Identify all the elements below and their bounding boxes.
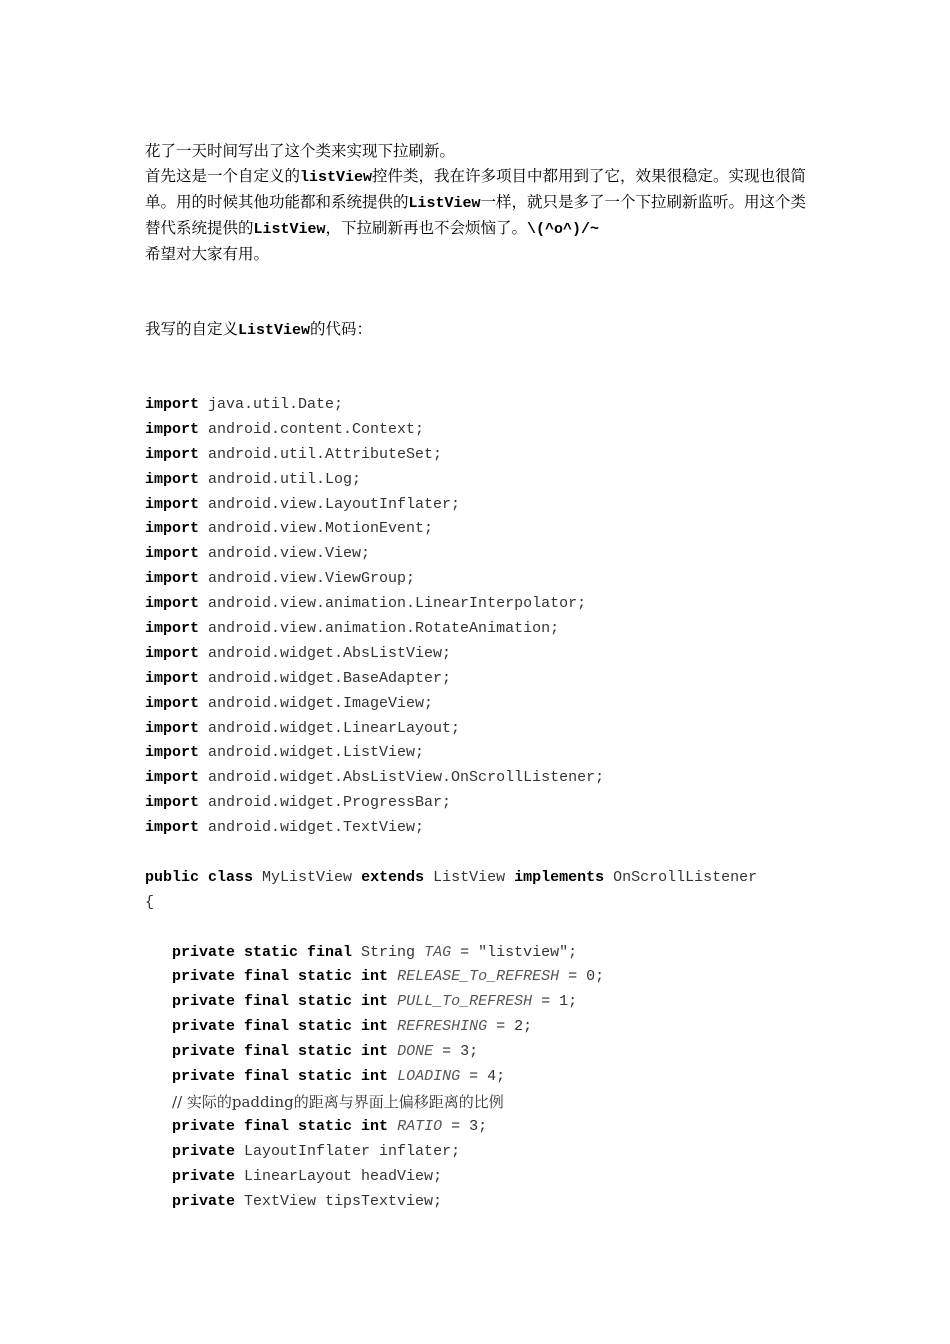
import-package: android.view.MotionEvent; <box>199 520 434 538</box>
open-brace: { <box>145 893 155 911</box>
field-member <box>145 1165 815 1190</box>
import-line <box>145 393 815 418</box>
intro-text <box>145 139 815 393</box>
section-heading <box>145 317 815 343</box>
import-package: android.widget.ListView; <box>199 744 425 762</box>
code-token <box>388 993 397 1010</box>
modifiers: private final static int <box>172 1117 389 1135</box>
keyword-import: import <box>145 744 200 762</box>
code-token <box>145 1168 172 1185</box>
intro-line-1: 花了一天时间写出了这个类来实现下拉刷新。 <box>145 142 456 160</box>
modifiers: private final static int <box>172 968 389 986</box>
keyword-extends: extends <box>361 868 425 886</box>
modifier-private: private <box>172 1192 236 1210</box>
import-package: android.view.ViewGroup; <box>199 570 416 588</box>
code-token: = 2; <box>487 1018 533 1036</box>
constant-name: PULL_To_REFRESH <box>397 993 533 1011</box>
keyword-import: import <box>145 445 200 463</box>
intro-text-c: 一样，就只是多了一个下拉刷新监听。用这个类替代系统提供的 <box>145 193 807 237</box>
code-token <box>199 869 208 886</box>
inline-code-listview-3: ListView <box>253 221 326 238</box>
keyword-public: public <box>145 868 200 886</box>
inline-code-listview: listView <box>300 169 373 186</box>
code-token <box>388 1068 397 1085</box>
import-line <box>145 567 815 592</box>
import-line <box>145 791 815 816</box>
constant-name: RATIO <box>397 1117 443 1135</box>
code-token: = "listview"; <box>451 943 578 961</box>
class-brace <box>145 891 815 916</box>
class-declaration <box>145 866 815 891</box>
blank-line <box>145 916 815 941</box>
import-package: android.view.animation.LinearInterpolator; <box>199 595 587 613</box>
section-heading-b: 的代码： <box>310 320 373 338</box>
member-declaration: LayoutInflater inflater; <box>235 1142 461 1160</box>
modifier-private: private <box>172 1167 236 1185</box>
member-declaration: LinearLayout headView; <box>235 1167 443 1185</box>
import-line <box>145 517 815 542</box>
keyword-import: import <box>145 794 200 812</box>
import-line <box>145 617 815 642</box>
import-line <box>145 717 815 742</box>
modifiers: private final static int <box>172 1068 389 1086</box>
keyword-implements: implements <box>514 868 605 886</box>
code-token <box>145 968 172 985</box>
constant-name: TAG <box>424 943 452 961</box>
code-token <box>388 968 397 985</box>
code-token: = 3; <box>433 1043 479 1061</box>
field-constant <box>145 1040 815 1065</box>
member-declaration: TextView tipsTextview; <box>235 1192 443 1210</box>
keyword-import: import <box>145 620 200 638</box>
keyword-import: import <box>145 470 200 488</box>
keyword-import: import <box>145 769 200 787</box>
keyword-import: import <box>145 520 200 538</box>
import-package: android.widget.ProgressBar; <box>199 794 452 812</box>
code-token <box>388 1043 397 1060</box>
keyword-import: import <box>145 595 200 613</box>
import-line <box>145 493 815 518</box>
keyword-import: import <box>145 819 200 837</box>
code-token <box>145 1118 172 1135</box>
keyword-import: import <box>145 669 200 687</box>
code-token <box>145 993 172 1010</box>
code-token <box>145 1193 172 1210</box>
field-member <box>145 1140 815 1165</box>
code-token <box>145 1095 172 1112</box>
modifiers: private final static int <box>172 1018 389 1036</box>
import-line <box>145 542 815 567</box>
intro-text-b: 控件类，我在许多项目中都用到了它，效果很稳定。实现也很简单。用的时候其他功能都和系统提供的 <box>145 167 807 211</box>
import-line <box>145 667 815 692</box>
keyword-import: import <box>145 694 200 712</box>
interface-name: OnScrollListener <box>604 868 758 886</box>
import-package: java.util.Date; <box>199 396 344 413</box>
intro-line-3: 希望对大家有用。 <box>145 245 270 263</box>
section-heading-a: 我写的自定义 <box>145 320 239 338</box>
field-constant <box>145 990 815 1015</box>
parent-class: ListView <box>424 868 515 886</box>
constant-name: RELEASE_To_REFRESH <box>397 968 560 986</box>
blank-line <box>145 841 815 866</box>
field-constant <box>145 965 815 990</box>
import-package: android.util.AttributeSet; <box>199 445 443 463</box>
keyword-import: import <box>145 719 200 737</box>
intro-text-a: 首先这是一个自定义的 <box>145 167 301 185</box>
keyword-import: import <box>145 396 200 413</box>
code-token: = 0; <box>559 968 605 986</box>
modifiers: private final static int <box>172 993 389 1011</box>
code-token <box>388 1018 397 1035</box>
code-block <box>145 393 815 1214</box>
import-line <box>145 766 815 791</box>
import-package: android.content.Context; <box>199 420 425 438</box>
modifiers: private static final <box>172 943 353 961</box>
keyword-import: import <box>145 644 200 662</box>
keyword-import: import <box>145 420 200 438</box>
import-package: android.view.animation.RotateAnimation; <box>199 620 560 638</box>
code-token <box>145 1018 172 1035</box>
modifier-private: private <box>172 1142 236 1160</box>
intro-paragraph <box>145 164 815 242</box>
import-package: android.widget.AbsListView; <box>199 644 452 662</box>
modifiers: private final static int <box>172 1043 389 1061</box>
code-token: = 1; <box>532 993 578 1011</box>
import-package: android.widget.AbsListView.OnScrollListener; <box>199 769 605 787</box>
import-line <box>145 418 815 443</box>
import-line <box>145 642 815 667</box>
code-comment <box>145 1090 815 1115</box>
code-token <box>145 1068 172 1085</box>
field-constant <box>145 1015 815 1040</box>
import-line <box>145 592 815 617</box>
keyword-class: class <box>208 868 254 886</box>
import-package: android.widget.TextView; <box>199 819 425 837</box>
field-tag <box>145 941 815 966</box>
code-token <box>145 1043 172 1060</box>
code-token <box>388 1118 397 1135</box>
import-line <box>145 816 815 841</box>
code-token <box>145 944 172 961</box>
field-member <box>145 1190 815 1215</box>
import-package: android.view.LayoutInflater; <box>199 495 461 513</box>
code-token: = 4; <box>460 1068 506 1086</box>
comment: // 实际的padding的距离与界面上偏移距离的比例 <box>172 1092 504 1111</box>
section-heading-code: ListView <box>238 322 311 339</box>
import-package: android.widget.ImageView; <box>199 694 434 712</box>
keyword-import: import <box>145 545 200 563</box>
inline-code-listview-2: ListView <box>408 195 481 212</box>
keyword-import: import <box>145 570 200 588</box>
import-line <box>145 468 815 493</box>
class-name: MyListView <box>253 868 362 886</box>
import-package: android.widget.BaseAdapter; <box>199 669 452 687</box>
constant-name: DONE <box>397 1043 434 1061</box>
field-ratio <box>145 1115 815 1140</box>
document-page <box>145 139 815 1214</box>
constant-name: LOADING <box>397 1068 461 1086</box>
code-token: = 3; <box>442 1117 488 1135</box>
import-line <box>145 443 815 468</box>
emoticon: \(^o^)/~ <box>527 221 600 238</box>
code-token <box>145 1143 172 1160</box>
intro-text-d: ，下拉刷新再也不会烦恼了。 <box>325 219 528 237</box>
constant-name: REFRESHING <box>397 1018 488 1036</box>
import-line <box>145 692 815 717</box>
type: String <box>352 943 425 961</box>
import-package: android.util.Log; <box>199 470 362 488</box>
import-line <box>145 741 815 766</box>
import-package: android.widget.LinearLayout; <box>199 719 461 737</box>
import-package: android.view.View; <box>199 545 371 563</box>
keyword-import: import <box>145 495 200 513</box>
field-constant <box>145 1065 815 1090</box>
